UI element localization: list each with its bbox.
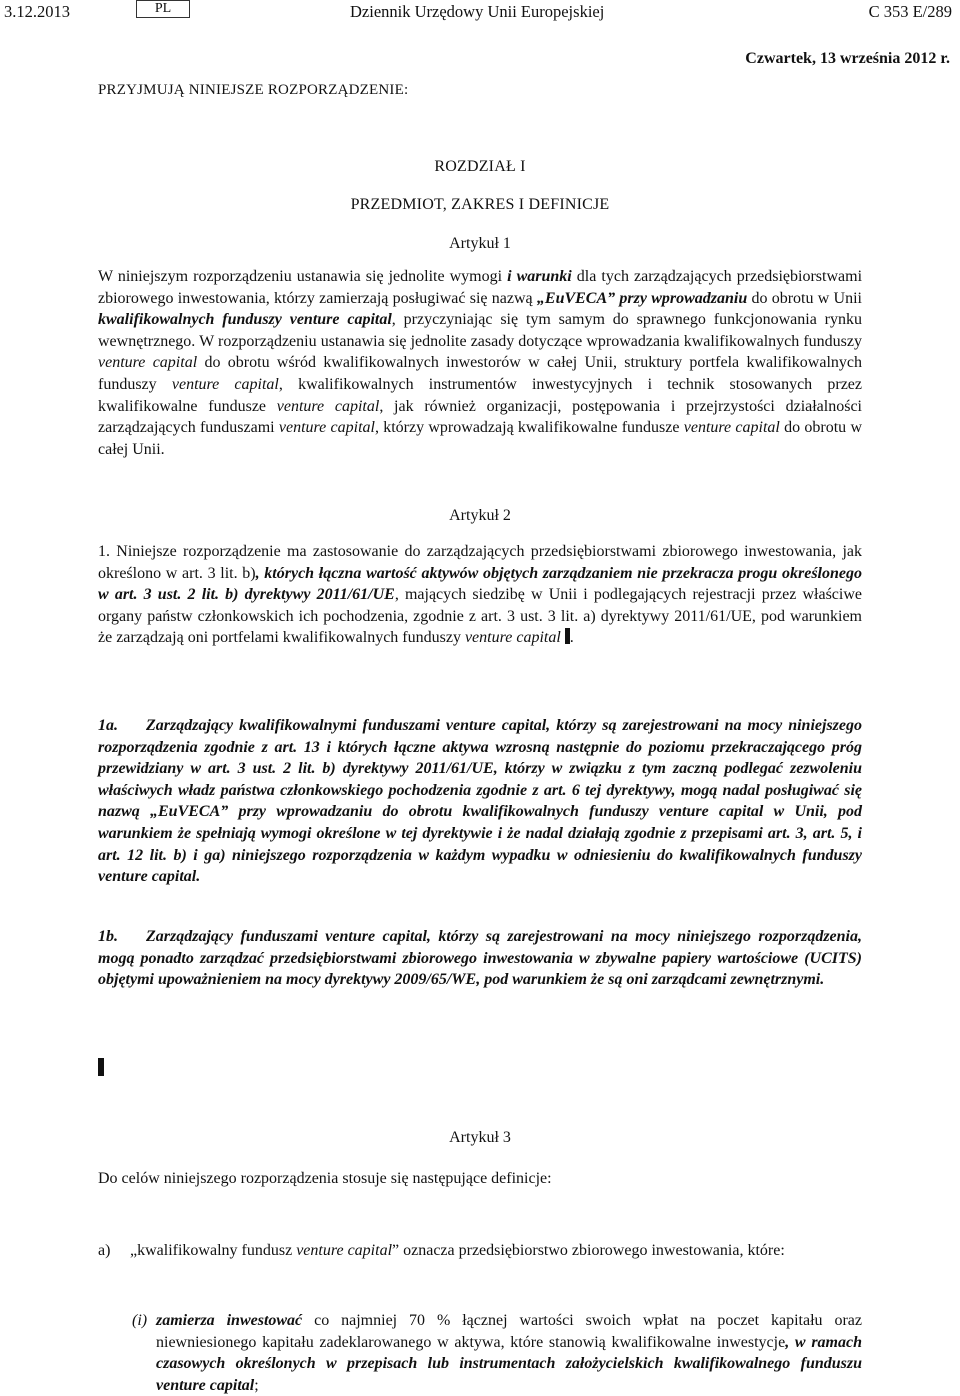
adoption-formula: PRZYJMUJĄ NINIEJSZE ROZPORZĄDZENIE: — [98, 82, 409, 98]
publication-date: 3.12.2013 — [4, 2, 70, 21]
definition-i: zamierza inwestować co najmniej 70 % łącznej wartości swoich wpłat na poczet kapitału oraz niewniesionego kapitału zadeklarowanego w aktywa, które stanowią kwalifikowalne inwestycje, w ramach czasowych określonych w przepisach lub instrumentach założycielskich kwalifikowalnego funduszu venture capital; — [156, 1312, 863, 1394]
journal-title: Dziennik Urzędowy Unii Europejskiej — [350, 2, 605, 21]
article-2-paragraph-1a: 1a. Zarządzający kwalifikowalnymi funduszami venture capital, którzy są zarejestrowani na mocy niniejszego rozporządzenia zgodnie z art. 13 i których łączne aktywa wzrosną następnie do poziomu przekraczającego próg przewidziany w art. 3 ust. 2 lit. b) dyrektywy 2011/61/UE, którzy w związku z tym zaczną podlegać zezwoleniu właściwych władz państwa członkowskiego pochodzenia zgodnie z art. 6 tej dyrektywy, mogą nadal posługiwać się nazwą „EuVECA” przy wprowadzaniu do obrotu kwalifikowalnych funduszy venture capital w Unii, pod warunkiem że spełniają wymogi określone w tej dyrektywie i że nadal działają zgodnie z przepisami art. 3, art. 5, i art. 12 lit. b) i ga) niniejszego rozporządzenia w każdym wypadku w odniesieniu do kwalifikowalnych funduszy venture capital. — [98, 717, 862, 886]
article-3-title: Artykuł 3 — [449, 1129, 511, 1146]
article-1-body: W niniejszym rozporządzeniu ustanawia się jednolite wymogi i warunki dla tych zarządzających przedsiębiorstwami zbiorowego inwestowania, którzy zamierzają posługiwać się nazwą „EuVECA” przy wprowadzaniu do obrotu w Unii kwalifikowalnych funduszy venture capital, przyczyniając się tym samym do sprawnego funkcjonowania rynku wewnętrznego. W rozporządzeniu ustanawia się jednolite zasady dotyczące wprowadzania kwalifikowalnych funduszy venture capital do obrotu wśród kwalifikowalnych inwestorów w całej Unii, struktury portfela kwalifikowalnych funduszy venture capital, kwalifikowalnych instrumentów inwestycyjnych i technik stosowanych przez kwalifikowalne fundusze venture capital, jak również organizacji, postępowania i przejrzystości działalności zarządzających funduszami venture capital, którzy wprowadzają kwalifikowalne fundusze venture capital do obrotu w całej Unii. — [98, 268, 863, 458]
definition-a: a) „kwalifikowalny fundusz venture capital” oznacza przedsiębiorstwo zbiorowego inwestowania, które: — [98, 1242, 785, 1259]
session-date: Czwartek, 13 września 2012 r. — [745, 50, 950, 67]
article-2-paragraph-1: 1. Niniejsze rozporządzenie ma zastosowanie do zarządzających przedsiębiorstwami zbiorowego inwestowania, jak określono w art. 3 lit. b), których łączna wartość aktywów objętych zarządzaniem nie przekracza progu określonego w art. 3 ust. 2 lit. b) dyrektywy 2011/61/UE, mających siedzibę w Unii i podlegających rejestracji przez właściwe organy państw członkowskich ich pochodzenia, zgodnie z art. 3 ust. 3 lit. a) dyrektywy 2011/61/UE, pod warunkiem że zarządzają oni portfelami kwalifikowalnych funduszy venture capital . — [98, 543, 863, 647]
definition-i-label: (i) — [132, 1312, 148, 1329]
article-3-intro: Do celów niniejszego rozporządzenia stosuje się następujące definicje: — [98, 1170, 552, 1187]
chapter-title: PRZEDMIOT, ZAKRES I DEFINICJE — [350, 196, 610, 213]
language-badge: PL — [136, 0, 190, 18]
article-1-title: Artykuł 1 — [449, 235, 511, 252]
chapter-heading: ROZDZIAŁ I — [434, 158, 526, 175]
article-2-paragraph-1b: 1b. Zarządzający funduszami venture capital, którzy są zarejestrowani na mocy niniejszego rozporządzenia, mogą ponadto zarządzać przedsiębiorstwami zbiorowego inwestowania w zbywalne papiery wartościowe (UCITS) objętymi upoważnieniem na mocy dyrektywy 2009/65/WE, pod warunkiem że są oni zarządcami zewnętrznymi. — [98, 928, 862, 989]
article-2-title: Artykuł 2 — [449, 507, 511, 524]
journal-reference: C 353 E/289 — [868, 2, 952, 21]
deletion-marker-icon — [98, 1058, 104, 1076]
